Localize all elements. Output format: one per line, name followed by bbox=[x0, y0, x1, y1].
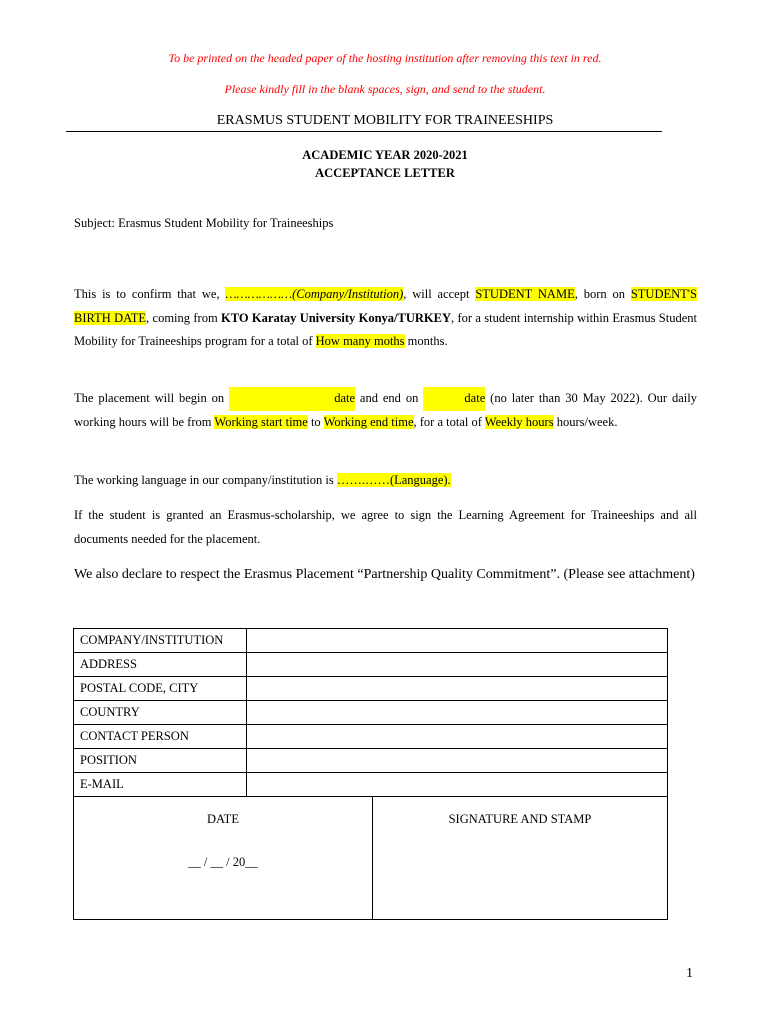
postal-city-value-cell bbox=[247, 677, 668, 701]
red-instruction-line-2: Please kindly fill in the blank spaces, sign, and send to the student. bbox=[224, 82, 546, 96]
weekly-hours-field: Weekly hours bbox=[484, 414, 554, 429]
row-label: E-MAIL bbox=[74, 773, 247, 797]
table-row bbox=[74, 701, 668, 725]
page-number: 1 bbox=[686, 966, 693, 981]
row-label: ADDRESS bbox=[74, 653, 247, 677]
country-value-cell bbox=[247, 701, 668, 725]
company-value-cell bbox=[247, 629, 668, 653]
birth-date-field: STUDENT'S BIRTH DATE bbox=[74, 287, 697, 325]
table-row bbox=[74, 677, 668, 701]
position-value-cell bbox=[247, 749, 668, 773]
language-paragraph: The working language in our company/institution is …….……(Language). bbox=[74, 473, 451, 487]
academic-year: ACADEMIC YEAR 2020-2021 bbox=[302, 148, 468, 162]
language-field: …….……(Language). bbox=[336, 473, 451, 487]
student-name-field: STUDENT NAME bbox=[475, 287, 575, 301]
table-row bbox=[74, 773, 668, 797]
start-date-field: date bbox=[229, 387, 355, 411]
commitment-paragraph: We also declare to respect the Erasmus Placement “Partnership Quality Commitment”. (Please see attachment) bbox=[74, 567, 695, 582]
confirmation-paragraph: This is to confirm that we, ………………(Company/Institution), will accept STUDENT NAME, born on STUDENT'S BIRTH DATE, coming from KTO Karatay University Konya/TURKEY, for a student internship within Erasmus Student Mobility for Traineeships program for a total of How many moths months. bbox=[74, 287, 697, 348]
company-placeholder: ………………(Company/Institution) bbox=[225, 287, 404, 301]
row-label: COUNTRY bbox=[74, 701, 247, 725]
red-instruction-line-1: To be printed on the headed paper of the hosting institution after removing this text in red. bbox=[168, 51, 602, 65]
row-label: COMPANY/INSTITUTION bbox=[74, 629, 247, 653]
signature-table bbox=[73, 797, 668, 920]
title-underline bbox=[66, 131, 662, 132]
university-name: KTO Karatay University Konya/TURKEY bbox=[221, 310, 451, 325]
address-value-cell bbox=[247, 653, 668, 677]
start-time-field: Working start time bbox=[214, 414, 308, 429]
scholarship-paragraph: If the student is granted an Erasmus-scholarship, we agree to sign the Learning Agreement for Traineeships and all documents needed for the placement. bbox=[74, 508, 697, 546]
date-placeholder: __ / __ / 20__ bbox=[188, 855, 258, 869]
table-row bbox=[74, 749, 668, 773]
subject-line: Subject: Erasmus Student Mobility for Traineeships bbox=[74, 216, 334, 230]
table-row bbox=[74, 629, 668, 653]
row-label: POSITION bbox=[74, 749, 247, 773]
contact-person-value-cell bbox=[247, 725, 668, 749]
signature-label: SIGNATURE AND STAMP bbox=[448, 812, 592, 826]
date-label: DATE bbox=[207, 812, 239, 826]
end-time-field: Working end time bbox=[323, 414, 414, 429]
row-label: CONTACT PERSON bbox=[74, 725, 247, 749]
end-date-field: date bbox=[423, 387, 485, 411]
table-row bbox=[74, 725, 668, 749]
document-title: ERASMUS STUDENT MOBILITY FOR TRAINEESHIPS bbox=[216, 113, 554, 128]
letter-type: ACCEPTANCE LETTER bbox=[315, 166, 455, 180]
institution-details-table bbox=[73, 628, 668, 797]
signature-cell bbox=[373, 797, 668, 920]
months-field: How many moths bbox=[315, 334, 405, 348]
table-row bbox=[74, 653, 668, 677]
email-value-cell bbox=[247, 773, 668, 797]
date-cell bbox=[74, 797, 373, 920]
placement-paragraph: The placement will begin on date and end on date (no later than 30 May 2022). Our daily working hours will be from Working start time to Working end time, for a total of Weekly hours hours/week. bbox=[74, 387, 697, 434]
row-label: POSTAL CODE, CITY bbox=[74, 677, 247, 701]
